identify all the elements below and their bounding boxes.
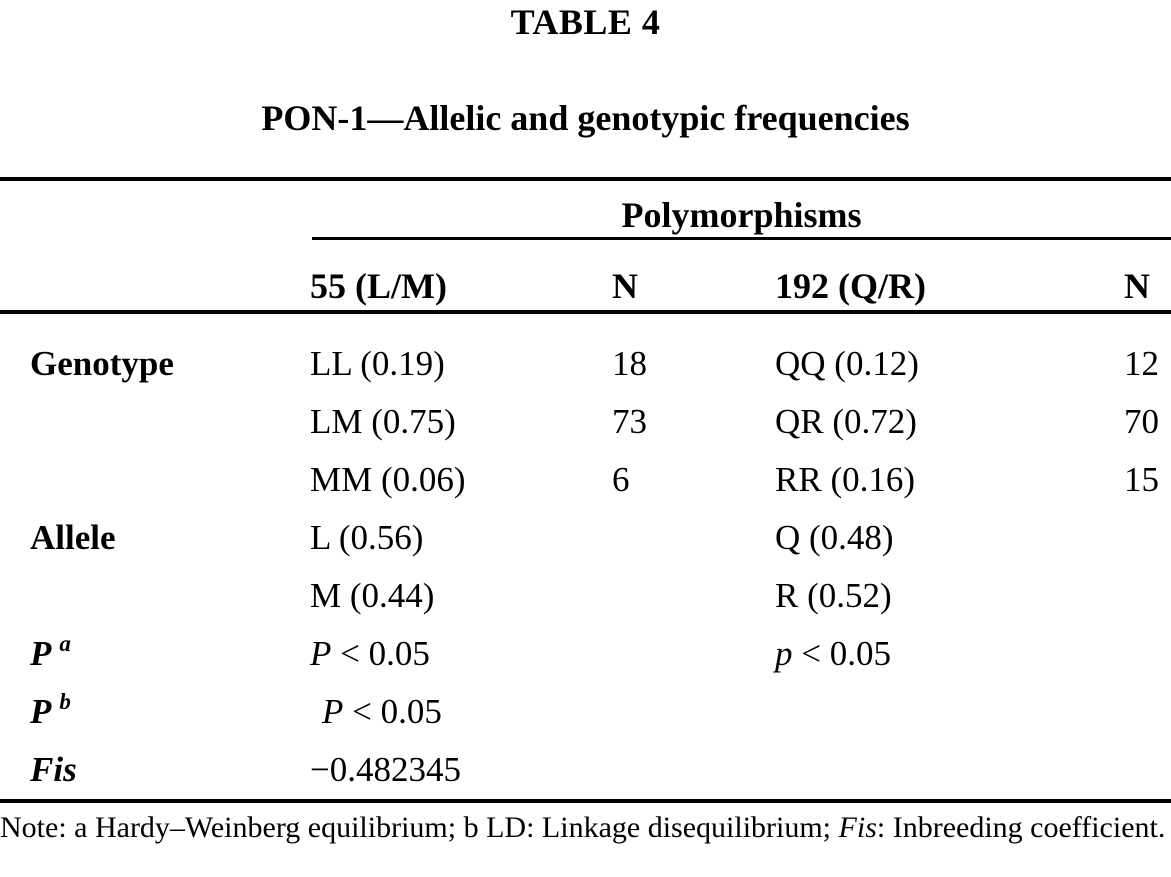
cell-p-value-192 — [775, 625, 1108, 683]
row-label-allele: Allele — [30, 518, 116, 557]
cell-lm-freq: LM (0.75) — [310, 402, 456, 441]
cell-empty — [775, 683, 1108, 741]
cell-empty — [612, 509, 775, 567]
table-row-allele-1 — [0, 509, 1171, 567]
cell-mm-freq: MM (0.06) — [310, 460, 466, 499]
footnote-fis-term: Fis — [838, 811, 877, 844]
table-number-heading: TABLE 4 — [510, 2, 661, 42]
footnote-suffix: : Inbreeding coefficient. — [876, 811, 1166, 844]
cell-p-value-55 — [310, 625, 612, 683]
cell-mm-n: 6 — [612, 460, 630, 499]
header-stub-cell — [0, 264, 310, 308]
cell-r-freq: R (0.52) — [775, 576, 892, 615]
p-value-rest: < 0.05 — [331, 634, 430, 673]
cell-q-freq: Q (0.48) — [775, 518, 894, 557]
table-row-fis — [0, 741, 1171, 799]
cell-qr-n: 70 — [1124, 402, 1159, 441]
cell-m-freq: M (0.44) — [310, 576, 435, 615]
row-label-fis: Fis — [30, 750, 77, 789]
p-value-rest: < 0.05 — [792, 634, 891, 673]
p-b-superscript: b — [59, 689, 71, 714]
cell-empty — [1108, 741, 1171, 799]
p-b-label-letter: P — [30, 692, 52, 731]
column-group-spanner — [312, 181, 1171, 240]
cell-empty — [1108, 625, 1171, 683]
cell-l-freq: L (0.56) — [310, 518, 424, 557]
p-a-label-letter: P — [30, 634, 52, 673]
row-label-p-b — [0, 683, 310, 741]
row-label-genotype: Genotype — [30, 344, 174, 383]
footnote-prefix: Note: a Hardy–Weinberg equilibrium; b LD: Linkage disequilibrium; — [0, 811, 839, 844]
table-row-genotype-1 — [0, 335, 1171, 393]
bottom-rule — [0, 799, 1171, 803]
cell-empty — [612, 741, 775, 799]
row-label-p-a — [0, 625, 310, 683]
header-55-lm: 55 (L/M) — [310, 266, 447, 306]
table-title: PON-1—Allelic and genotypic frequencies — [261, 98, 910, 138]
p-italic: p — [775, 634, 793, 673]
row-label-empty — [0, 567, 310, 625]
cell-qr-freq: QR (0.72) — [775, 402, 917, 441]
cell-ll-n: 18 — [612, 344, 647, 383]
cell-empty — [1108, 683, 1171, 741]
polymorphisms-spanner-label: Polymorphisms — [621, 195, 862, 235]
p-italic: P — [310, 634, 332, 673]
table-row-p-ld — [0, 683, 1171, 741]
cell-empty — [775, 741, 1108, 799]
cell-qq-n: 12 — [1124, 344, 1159, 383]
table-row-p-hwe — [0, 625, 1171, 683]
cell-fis-value: −0.482345 — [310, 750, 461, 789]
cell-empty — [1108, 567, 1171, 625]
table-footnote — [0, 809, 1171, 847]
table-row-genotype-3 — [0, 451, 1171, 509]
cell-rr-freq: RR (0.16) — [775, 460, 915, 499]
cell-lm-n: 73 — [612, 402, 647, 441]
p-value-rest: < 0.05 — [343, 692, 442, 731]
header-n-right: N — [1124, 266, 1150, 306]
cell-empty — [612, 567, 775, 625]
p-a-superscript: a — [59, 631, 71, 656]
cell-empty — [612, 625, 775, 683]
table-row-allele-2 — [0, 567, 1171, 625]
cell-empty — [1108, 509, 1171, 567]
table-row-genotype-2 — [0, 393, 1171, 451]
cell-qq-freq: QQ (0.12) — [775, 344, 919, 383]
cell-p-value-55-ld — [310, 683, 612, 741]
p-italic: P — [322, 692, 344, 731]
header-n-left: N — [612, 266, 638, 306]
cell-ll-freq: LL (0.19) — [310, 344, 445, 383]
cell-rr-n: 15 — [1124, 460, 1159, 499]
row-label-empty — [0, 451, 310, 509]
cell-empty — [612, 683, 775, 741]
row-label-empty — [0, 393, 310, 451]
column-header-row — [0, 240, 1171, 308]
header-192-qr: 192 (Q/R) — [775, 266, 926, 306]
table-body — [0, 314, 1171, 799]
